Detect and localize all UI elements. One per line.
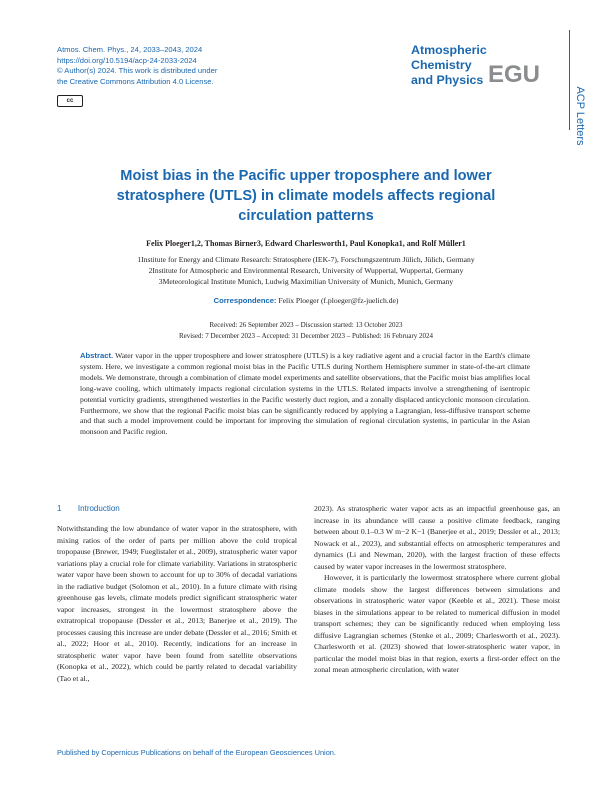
affiliation-line: 1Institute for Energy and Climate Research: Stratosphere (IEK-7), Forschungszentrum Jülich, Jülich, Germany bbox=[137, 255, 475, 264]
egu-logo-icon bbox=[484, 52, 541, 90]
citation-block bbox=[57, 45, 217, 87]
abstract bbox=[80, 351, 530, 438]
side-label-text: ACP Letters bbox=[574, 86, 586, 146]
license-link[interactable]: the Creative Commons Attribution 4.0 License. bbox=[57, 76, 214, 86]
doi-link[interactable]: https://doi.org/10.5194/acp-24-2033-2024 bbox=[57, 55, 197, 65]
abstract-text: Water vapor in the upper troposphere and lower stratosphere (UTLS) is a key radiative agent and a crucial factor in the Earth's climate system. Here, we investigate a common regional moist bias in the Pacific UTLS during Northern Hemisphere summer in state-of-the-art climate models. We demonstrate, through a combination of climate model experiments and satellite observations, that the Pacific moist bias amplifies local long-wave cooling, which ultimately impacts regional circulation systems in the UTLS. Related impacts involve a strengthening of isentropic potential vorticity gradients, strengthened westerlies in the Pacific westerly duct region, and a zonally displaced anticyclonic monsoon circulation. Furthermore, we show that the regional Pacific moist bias can be significantly reduced by applying a Lagrangian, less-diffusive transport scheme and that such a model improvement could be important for improving the simulation of regional circulation systems, in particular in the Asian monsoon and Pacific region. bbox=[80, 351, 530, 437]
section-heading bbox=[57, 504, 120, 513]
publication-dates bbox=[60, 320, 552, 341]
journal-name bbox=[411, 43, 487, 88]
affiliation-line: 2Institute for Atmospheric and Environmental Research, University of Wuppertal, Wuppertal, Germany bbox=[148, 266, 464, 275]
section-number: 1 bbox=[57, 504, 62, 513]
side-label bbox=[573, 40, 587, 220]
left-column bbox=[57, 523, 297, 684]
journal-name-line: Atmospheric bbox=[411, 43, 487, 57]
publisher-footer: Published by Copernicus Publications on behalf of the European Geosciences Union. bbox=[57, 748, 336, 757]
body-paragraph: However, it is particularly the lowermost stratosphere where current global climate models show the largest differences between simulations and observations in stratospheric water vapor (Keeble et al., 2021). These moist biases in the simulations appear to be related to numerical diffusion in model transport schemes; they can be significantly reduced when employing less diffusive Lagrangian schemes (Stenke et al., 2009; Charlesworth et al., 2023). Charlesworth et al. (2023) showed that lower-stratospheric water vapor, in particular the model moist bias in that region, exerts a first-order effect on the zonal mean atmospheric circulation, with water bbox=[314, 573, 560, 674]
journal-name-line: and Physics bbox=[411, 73, 484, 87]
side-rule bbox=[569, 30, 570, 130]
egu-logo-text: EGU bbox=[488, 61, 541, 88]
citation-line: Atmos. Chem. Phys., 24, 2033–2043, 2024 bbox=[57, 45, 203, 54]
correspondence-email[interactable]: Felix Ploeger (f.ploeger@fz-juelich.de) bbox=[278, 296, 399, 305]
cc-license-icon[interactable]: cc bbox=[57, 95, 83, 107]
dates-line: Received: 26 September 2023 – Discussion started: 13 October 2023 bbox=[209, 321, 403, 329]
dates-line: Revised: 7 December 2023 – Accepted: 31 December 2023 – Published: 16 February 2024 bbox=[178, 331, 434, 340]
body-paragraph: 2023). As stratospheric water vapor acts as an impactful greenhouse gas, an increase in its abundance will cause a positive climate feedback, ranging between about 0.1–0.3 W m−2 K−1 (Banerjee et al., 2019; Dessler et al., 2013; Nowack et al., 2023), and substantial effects on atmospheric temperatures and dynamics (Li and Newman, 2020), with the largest fraction of these effects caused by water vapor increases in the lowermost stratosphere. bbox=[314, 504, 560, 571]
affiliations bbox=[60, 254, 552, 287]
correspondence-label: Correspondence: bbox=[213, 296, 277, 305]
citation-line: © Author(s) 2024. This work is distributed under bbox=[57, 66, 218, 76]
right-column bbox=[314, 503, 560, 676]
abstract-label: Abstract. bbox=[80, 351, 114, 360]
correspondence bbox=[60, 295, 552, 306]
affiliation-line: 3Meteorological Institute Munich, Ludwig Maximilian University of Munich, Munich, Germany bbox=[158, 277, 454, 286]
section-title: Introduction bbox=[77, 504, 120, 513]
author-list-text: Felix Ploeger1,2, Thomas Birner3, Edward Charlesworth1, Paul Konopka1, and Rolf Müller1 bbox=[146, 239, 466, 248]
author-list bbox=[60, 238, 552, 249]
body-paragraph: Notwithstanding the low abundance of water vapor in the stratosphere, with mixing ratios of the order of parts per million above the cold tropical tropopause (Brewer, 1949; Fueglistaler et al., 2009), stratospheric water vapor variations play a crucial role for climate variability. Variations in stratospheric water vapor have been shown to account for up to 30% of decadal variations in the radiative budget (Solomon et al., 2010). In a future climate with rising greenhouse gas levels, climate models predict significant stratospheric water vapor increases, strongest in the lowermost stratosphere above the extratropical tropopause (Dessler et al., 2013; Banerjee et al., 2019). The processes causing this increase are under debate (Dessler et al., 2016; Smith et al., 2022; Hoor et al., 2010). Recently, indications for an increase in stratospheric water vapor have been found from satellite observations (Konopka et al., 2022), which could be partly related to decadal variability (Tao et al., bbox=[57, 524, 297, 683]
journal-name-line: Chemistry bbox=[411, 58, 472, 72]
paper-title: Moist bias in the Pacific upper troposphere and lower stratosphere (UTLS) in climate models affects regional circulation patterns bbox=[116, 168, 496, 224]
